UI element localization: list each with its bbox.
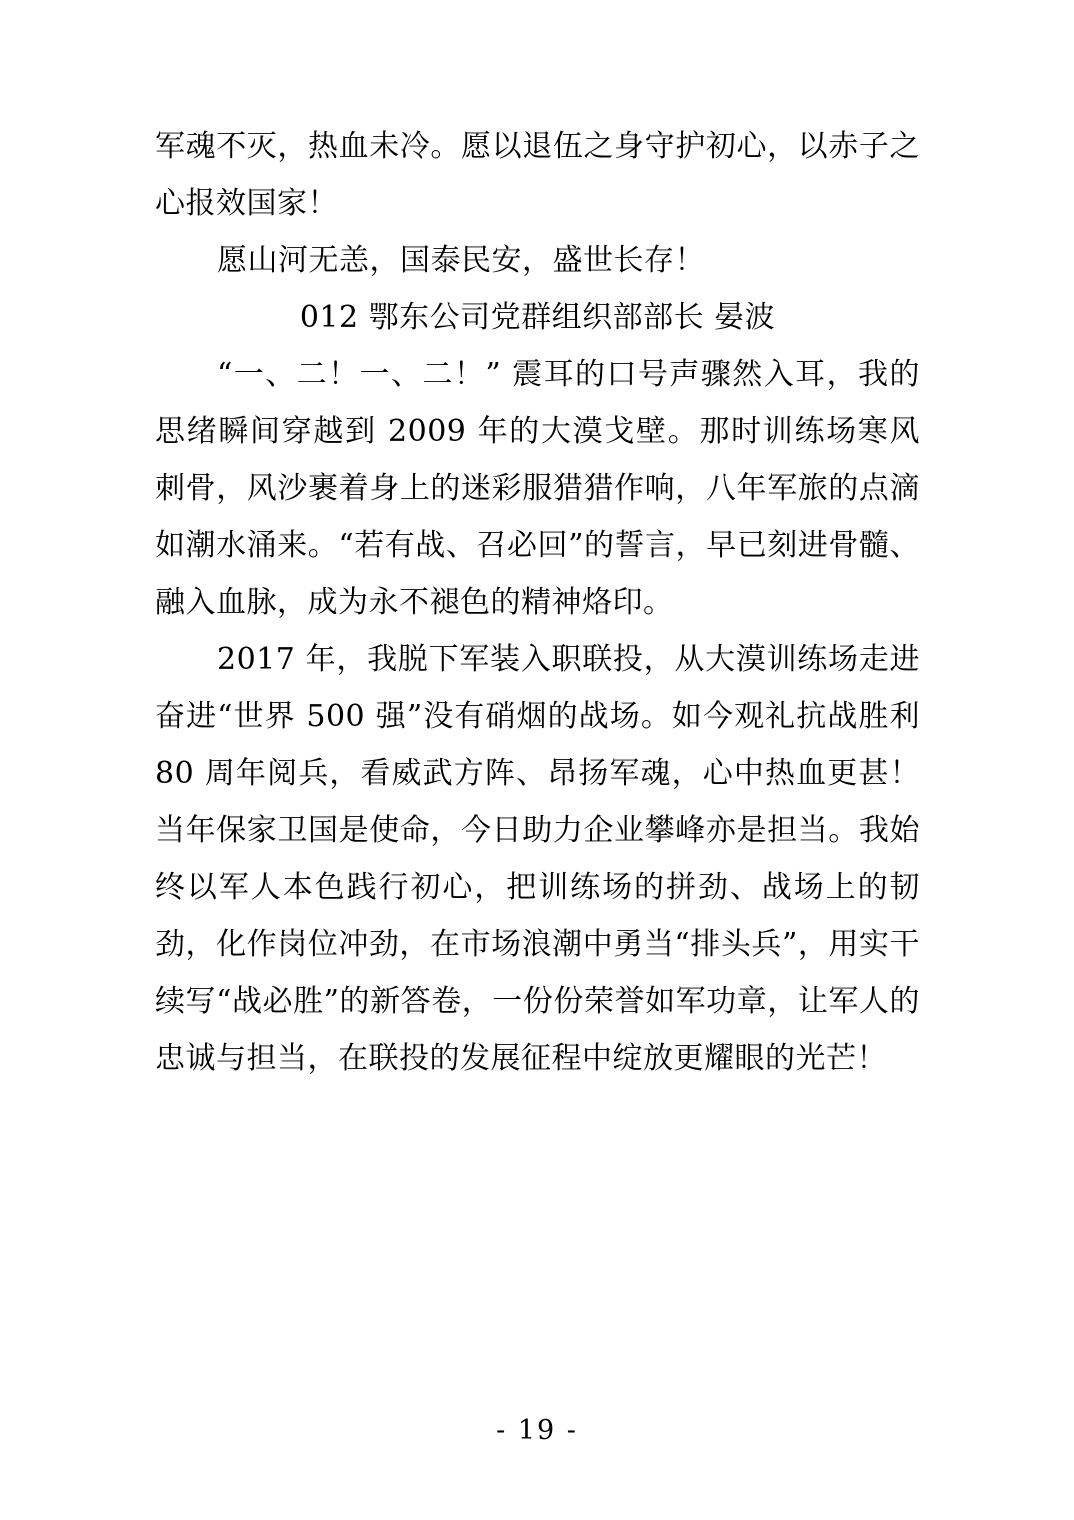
paragraph-story-1: “一、二！一、二！” 震耳的口号声骤然入耳，我的思绪瞬间穿越到 2009 年的大漠戈壁。那时训练场寒风刺骨，风沙裹着身上的迷彩服猎猎作响，八年军旅的点滴如潮水涌来。“若有战、召必回”的誓言，早已刻进骨髓、融入血脉，成为永不褪色的精神烙印。 bbox=[155, 357, 920, 620]
page-content bbox=[155, 118, 931, 1087]
section-heading: 012 鄂东公司党群组织部部长 晏波 bbox=[299, 300, 776, 335]
page-number: - 19 - bbox=[496, 1415, 578, 1446]
paragraph-oath: 军魂不灭，热血未冷。愿以退伍之身守护初心，以赤子之心报效国家！ bbox=[155, 129, 920, 221]
paragraph-wish: 愿山河无恙，国泰民安，盛世长存！ bbox=[217, 243, 705, 278]
paragraph-story-2: 2017 年，我脱下军装入职联投，从大漠训练场走进奋进“世界 500 强”没有硝烟的战场。如今观礼抗战胜利 80 周年阅兵，看威武方阵、昂扬军魂，心中热血更甚！当年保家卫国是使命，今日助力企业攀峰亦是担当。我始终以军人本色践行初心，把训练场的拼劲、战场上的韧劲，化作岗位冲劲，在市场浪潮中勇当“排头兵”，用实干续写“战必胜”的新答卷，一份份荣誉如军功章，让军人的忠诚与担当，在联投的发展征程中绽放更耀眼的光芒！ bbox=[155, 642, 931, 1076]
